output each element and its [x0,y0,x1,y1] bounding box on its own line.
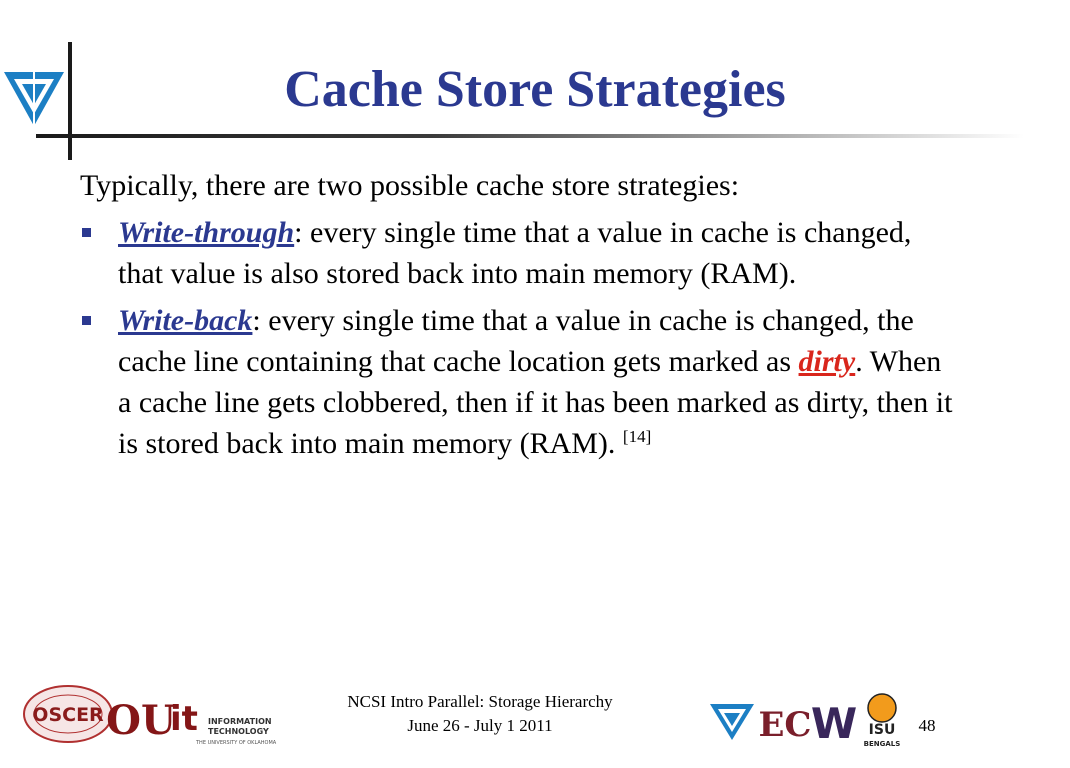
reference-marker[interactable]: [14] [622,427,652,446]
it-logo-line2: TECHNOLOGY [208,727,269,736]
title-horizontal-rule [36,134,1024,138]
write-back-description-end: . When a cache line gets clobbered, then if it has been marked as dirty, then it is stored back into main memory (RAM). [118,345,953,460]
footer [300,690,660,738]
bullet-marker [82,228,91,237]
ec-logo-text: EC [758,705,812,745]
it-logo-line1: INFORMATION [208,717,272,726]
slide-title: Cache Store Strategies [284,61,786,118]
ncsi-footer-logo [708,702,756,742]
information-technology-logo [168,690,288,746]
footer-line-1: NCSI Intro Parallel: Storage Hierarchy [347,692,613,711]
ou-logo-text: OU [106,697,176,744]
intro-text: Typically, there are two possible cache store strategies: [80,169,740,202]
isu-logo-subtext: BENGALS [863,740,901,748]
ou-logo [106,684,176,746]
w-logo-text: W [810,699,858,748]
term-write-back[interactable]: Write-back [118,304,253,337]
svg-text:it: it [170,699,198,739]
isu-bengals-logo [860,690,904,750]
footer-line-2: June 26 - July 1 2011 [407,716,553,735]
bullet-write-back [80,300,960,464]
isu-logo-text: ISU [868,722,896,738]
write-back-description-start: : every single time that a value in cache is changed, the cache line containing that cache location gets marked as [118,304,914,378]
bullet-marker [82,316,91,325]
oscer-logo-text: OSCER [32,704,104,726]
earlham-college-logo [760,698,810,744]
page-number: 48 [918,716,936,735]
slide-body [80,165,960,464]
bullet-write-through [80,212,960,294]
oscer-logo [22,684,114,744]
it-logo-line3: THE UNIVERSITY OF OKLAHOMA [196,740,277,746]
term-write-through[interactable]: Write-through [118,216,295,249]
write-through-description: : every single time that a value in cache is changed, that value is also stored back into main memory (RAM). [118,216,912,290]
washington-logo [808,699,860,748]
term-dirty[interactable]: dirty [798,345,856,378]
